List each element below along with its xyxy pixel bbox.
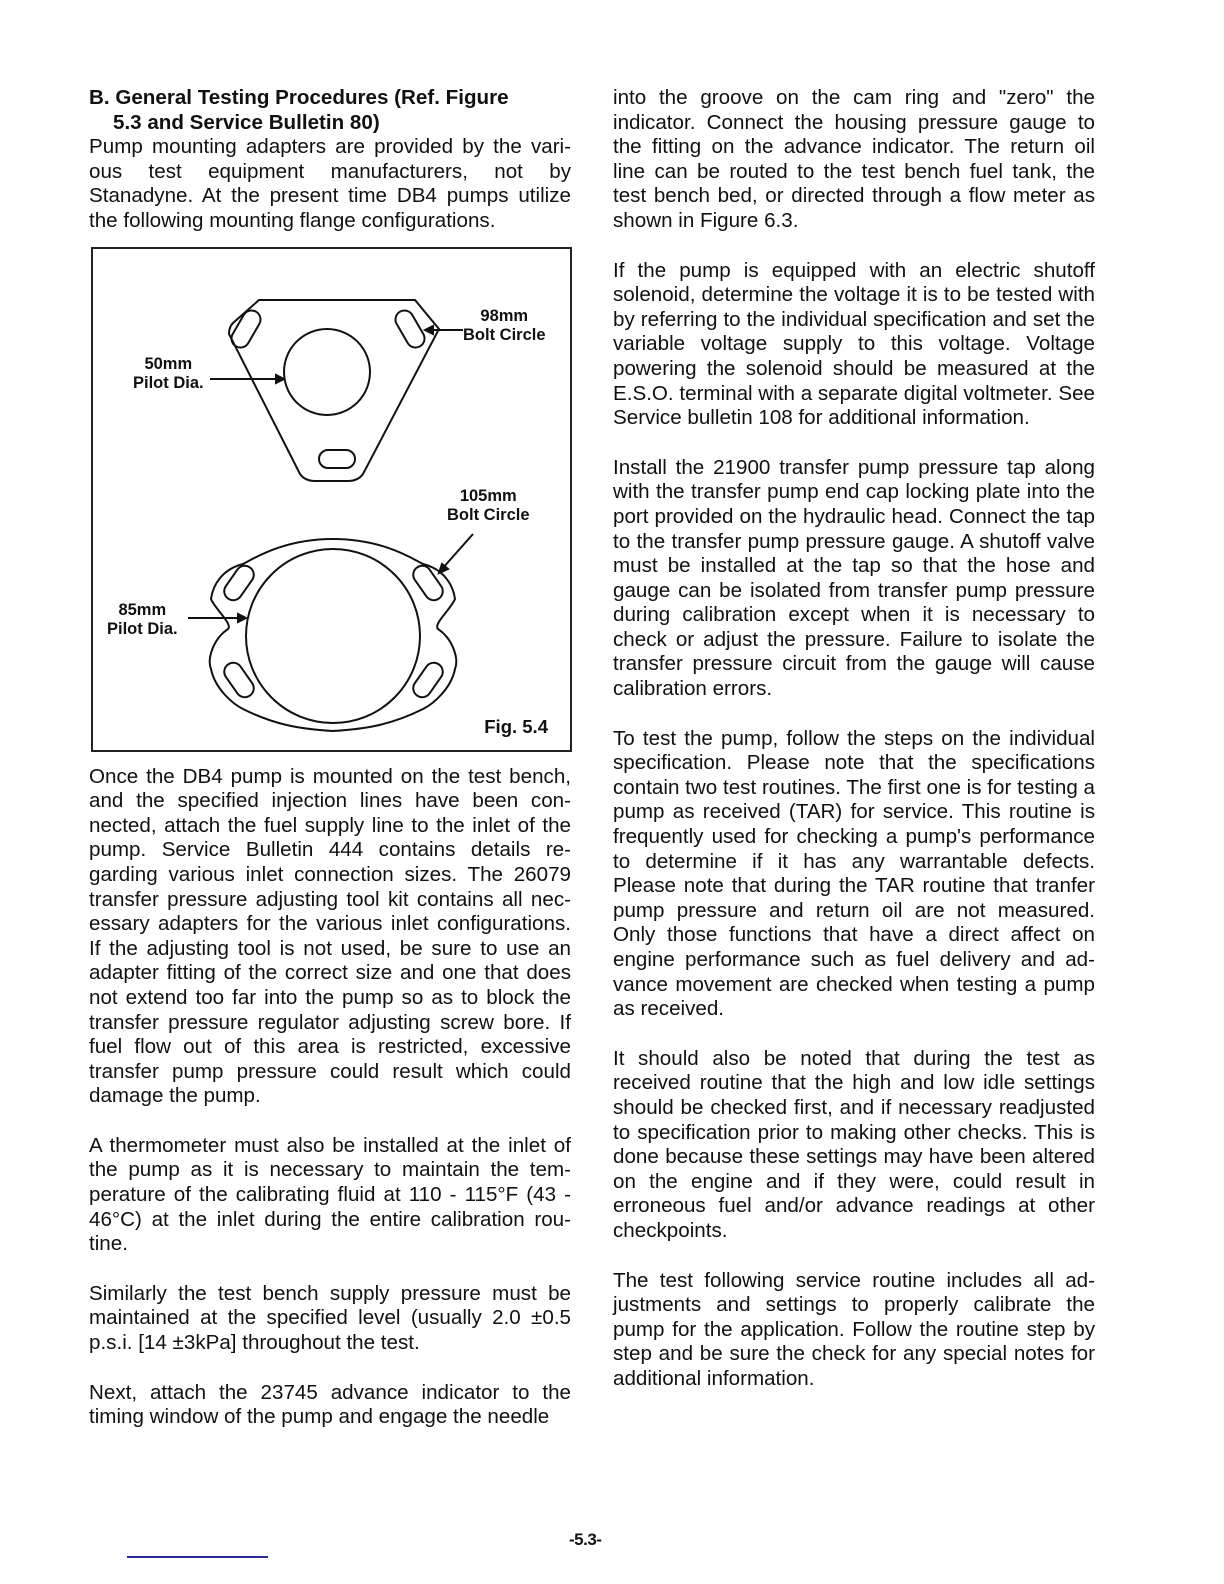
section-heading: [89, 86, 571, 135]
paragraph-shutoff-solenoid: If the pump is equipped with an electric shutoff solenoid, determine the voltage it is to be tested with by referring to the individual specification and set the variable voltage supply to this voltage. Voltage powering the solenoid should be measured at the E.S.O. terminal with a separate digital voltmeter. See Service bulletin 108 for additional information.: [613, 258, 1095, 430]
paragraph-transfer-pump-tap: Install the 21900 transfer pump pressure tap along with the transfer pump end cap locking plate into the port provided on the hydraulic head. Connect the tap to the transfer pump pressure gauge. A shutoff valve must be installed at the tap so that the hose and gauge can be isolated from transfer pump pressure during calibration except when it is necessary to check or adjust the pressure. Failure to isolate the transfer pressure circuit from the gauge will cause calibration errors.: [613, 455, 1095, 701]
footer-rule: [127, 1556, 268, 1558]
slot-oval-upper-left: [221, 562, 258, 603]
paragraph-test-routines: To test the pump, follow the steps on the individual specification. Please note that the specifications contain two test routines. The first one is for testing a pump as received (TAR) for service. This routine is frequently used for checking a pump's performance to determine if it has any warrantable defects. Please note that during the TAR routine that tranfer pump pressure and return oil are not measured. Only those functions that have a direct affect on engine performance such as fuel delivery and advance movement are checked when testing a pump as received.: [613, 726, 1095, 1021]
paragraph-thermometer: A thermometer must also be installed at the inlet of the pump as it is necessary to maintain the temperature of the calibrating fluid at 110 - 115°F (43 - 46°C) at the inlet during the entire calibration routine.: [89, 1133, 571, 1256]
paragraph-idle-settings: It should also be noted that during the test as received routine that the high and low idle settings should be checked first, and if necessary readjusted to specification prior to making other checks. This is done because these settings may have been altered on the engine and if they were, could result in erroneous fuel and/or advance readings at other checkpoints.: [613, 1046, 1095, 1242]
label-105mm-bolt-circle: 105mm Bolt Circle: [447, 486, 530, 525]
pilot-50mm-circle: [284, 329, 370, 415]
label-98mm-bolt-circle: 98mm Bolt Circle: [463, 306, 546, 345]
figure-mounting-flanges: [91, 247, 572, 752]
pilot-85mm-circle: [246, 549, 420, 723]
paragraph-cam-ring: into the groove on the cam ring and "zero" the indicator. Connect the housing pressure gauge to the fitting on the advance indicator. The return oil line can be routed to the test bench fuel tank, the test bench bed, or directed through a flow meter as shown in Figure 6.3.: [613, 86, 1095, 232]
triangular-flange-outline: [229, 300, 439, 481]
label-85mm-pilot-dia: 85mm Pilot Dia.: [107, 600, 178, 639]
paragraph-test-bench-mounting: Once the DB4 pump is mounted on the test bench, and the specified injection lines have been connected, attach the fuel supply line to the inlet of the pump. Service Bulletin 444 contains details regarding various inlet connection sizes. The 26079 transfer pressure adjusting tool kit contains all necessary adapters for the various inlet configurations. If the adjusting tool is not used, be sure to use an adapter fitting of the correct size and one that does not extend too far into the pump so as to block the transfer pressure regulator adjusting screw bore. If fuel flow out of this area is restricted, excessive transfer pump pressure could result which could damage the pump.: [89, 764, 571, 1108]
heading-line-1: B. General Testing Procedures (Ref. Figure: [89, 86, 509, 109]
figure-caption: Fig. 5.4: [484, 715, 548, 737]
paragraph-advance-indicator: Next, attach the 23745 advance indicator to the timing window of the pump and engage the needle: [89, 1380, 571, 1429]
label-50mm-pilot-dia: 50mm Pilot Dia.: [133, 354, 204, 393]
paragraph-service-routine: The test following service routine includes all adjustments and settings to properly calibrate the pump for the application. Follow the routine step by step and be sure the check for any special notes for additional information.: [613, 1268, 1095, 1390]
paragraph-supply-pressure: Similarly the test bench supply pressure must be maintained at the specified level (usually 2.0 ±0.5 p.s.i. [14 ±3kPa] throughout the test.: [89, 1281, 571, 1355]
page-number: -5.3-: [569, 1530, 602, 1549]
paragraph-mounting-adapters: Pump mounting adapters are provided by the various test equipment manufacturers, not by Stanadyne. At the present time DB4 pumps utilize the following mounting flange configurations.: [89, 135, 571, 232]
heading-line-2: 5.3 and Service Bulletin 80): [113, 110, 380, 134]
slot-upper-right: [392, 307, 428, 351]
right-column: [613, 86, 1095, 1417]
slot-bottom: [319, 450, 355, 468]
slot-upper-left: [228, 307, 264, 351]
left-column: [89, 86, 571, 1455]
